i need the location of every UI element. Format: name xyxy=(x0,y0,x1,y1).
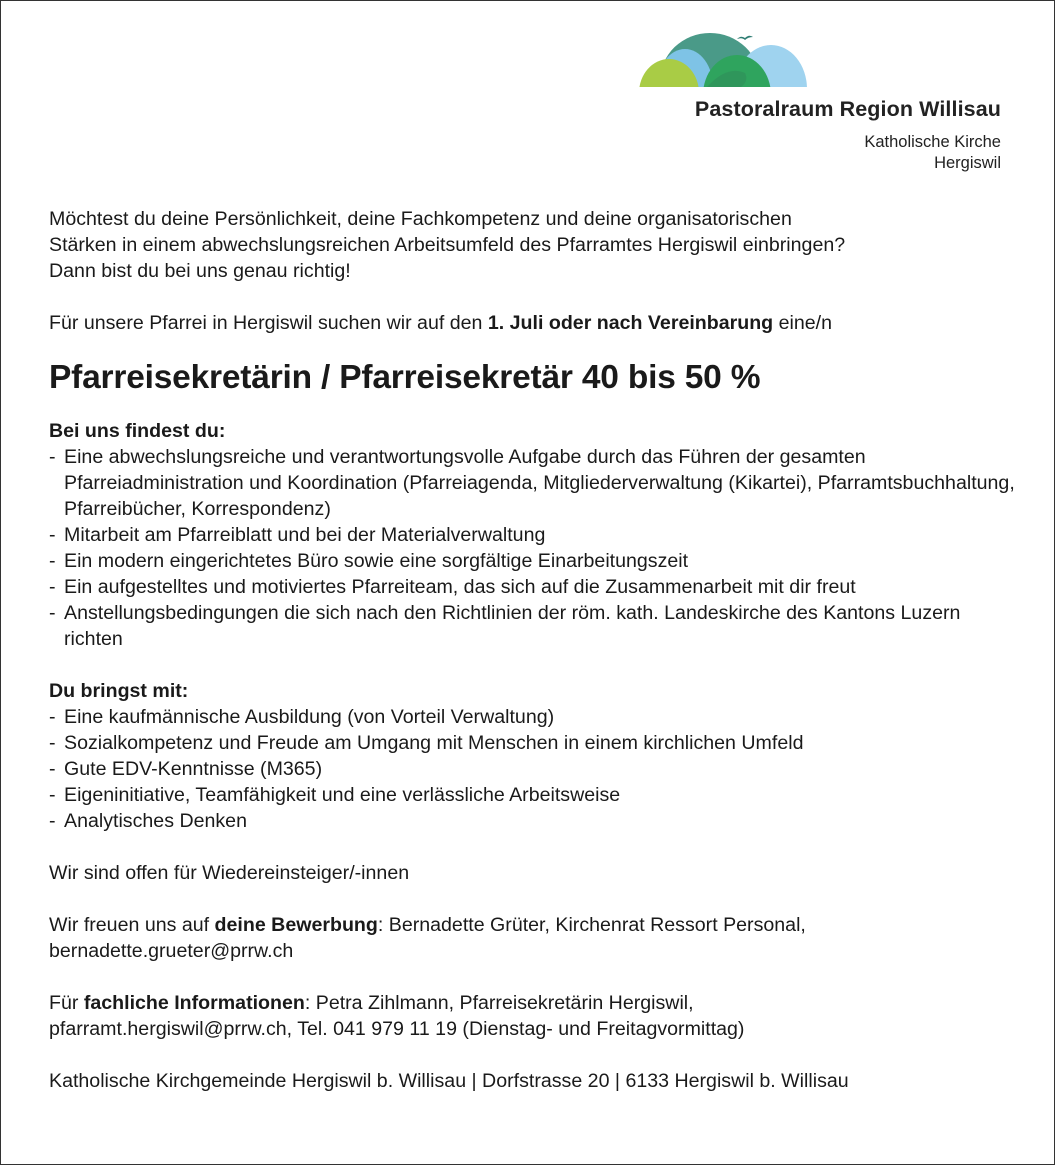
start-date: 1. Juli oder nach Vereinbarung xyxy=(487,312,774,334)
requirements-list xyxy=(49,704,1019,834)
list-item: - Sozialkompetenz und Freude am Umgang mit Menschen in einem kirchlichen Umfeld xyxy=(49,730,1019,756)
apply-after: : Bernadette Grüter, Kirchenrat Ressort Personal, xyxy=(377,914,806,936)
hills-and-bird-logo-icon xyxy=(637,29,807,93)
list-item: - Eine kaufmännische Ausbildung (von Vorteil Verwaltung) xyxy=(49,704,1019,730)
apply-bold: deine Bewerbung xyxy=(214,914,378,936)
list-item: - Eine abwechslungsreiche und verantwortungsvolle Aufgabe durch das Führen der gesamten Pfarreiadministration und Koordination (Pfarreiagenda, Mitgliederverwaltung (Kikartei), Pfarramtsbuchhaltung, Pfarreibücher, Korrespondenz) xyxy=(49,444,1019,522)
requirements-section-title: Du bringst mit: xyxy=(49,680,189,702)
open-note: Wir sind offen für Wiedereinsteiger/-innen xyxy=(49,862,410,884)
intro-line-3: Dann bist du bei uns genau richtig! xyxy=(49,260,351,282)
info-email-phone: pfarramt.hergiswil@prrw.ch, Tel. 041 979 11 19 (Dienstag- und Freitagvormittag) xyxy=(49,1018,745,1040)
search-before: Für unsere Pfarrei in Hergiswil suchen wir auf den xyxy=(49,312,488,334)
apply-before: Wir freuen uns auf xyxy=(49,914,215,936)
organization-name: Pastoralraum Region Willisau xyxy=(694,97,1001,121)
subtitle-line-1: Katholische Kirche xyxy=(864,133,1001,151)
list-item: - Mitarbeit am Pfarreiblatt und bei der Materialverwaltung xyxy=(49,522,1019,548)
search-statement xyxy=(49,310,1019,336)
info-after: : Petra Zihlmann, Pfarreisekretärin Hergiswil, xyxy=(304,992,694,1014)
list-item: - Ein aufgestelltes und motiviertes Pfarreiteam, das sich auf die Zusammenarbeit mit dir freut xyxy=(49,574,1019,600)
list-item: - Gute EDV-Kenntnisse (M365) xyxy=(49,756,1019,782)
application-contact xyxy=(49,912,1019,938)
info-bold: fachliche Informationen xyxy=(83,992,305,1014)
organization-subtitle xyxy=(864,132,1001,174)
list-item: - Anstellungsbedingungen die sich nach den Richtlinien der röm. kath. Landeskirche des Kantons Luzern richten xyxy=(49,600,1019,652)
search-after: eine/n xyxy=(773,312,832,334)
list-item: - Analytisches Denken xyxy=(49,808,1019,834)
offer-list xyxy=(49,444,1019,652)
subtitle-line-2: Hergiswil xyxy=(934,154,1001,172)
job-title: Pfarreisekretärin / Pfarreisekretär 40 bis 50 % xyxy=(49,359,761,396)
application-email[interactable]: bernadette.grueter@prrw.ch xyxy=(49,940,294,962)
info-before: Für xyxy=(49,992,84,1014)
intro-line-2: Stärken in einem abwechslungsreichen Arbeitsumfeld des Pfarramtes Hergiswil einbringen? xyxy=(49,234,846,256)
list-item: - Ein modern eingerichtetes Büro sowie eine sorgfältige Einarbeitungszeit xyxy=(49,548,1019,574)
list-item: - Eigeninitiative, Teamfähigkeit und eine verlässliche Arbeitsweise xyxy=(49,782,1019,808)
info-contact xyxy=(49,990,1019,1016)
intro-line-1: Möchtest du deine Persönlichkeit, deine Fachkompetenz und deine organisatorischen xyxy=(49,208,792,230)
ad-body xyxy=(49,206,1019,1094)
offer-section-title: Bei uns findest du: xyxy=(49,420,226,442)
footer-address: Katholische Kirchgemeinde Hergiswil b. Willisau | Dorfstrasse 20 | 6133 Hergiswil b. Willisau xyxy=(49,1070,849,1092)
